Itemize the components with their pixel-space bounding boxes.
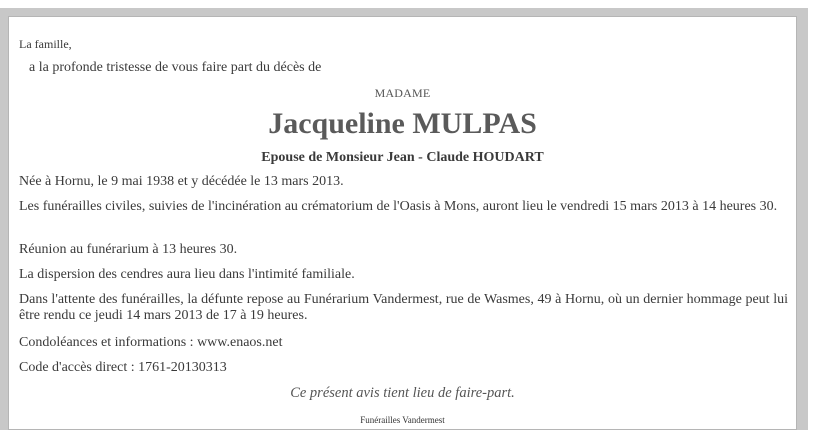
resting-paragraph: Dans l'attente des funérailles, la défunte repose au Funérarium Vandermest, rue de Wasmes, 49 à Hornu, où un dernier hommage peut lui être rendu ce jeudi 14 mars 2013 de 17 à 19 heures. xyxy=(19,292,788,323)
condolences-line: Condoléances et informations : www.enaos.net xyxy=(19,335,283,350)
page-frame xyxy=(0,8,808,430)
access-code-line: Code d'accès direct : 1761-20130313 xyxy=(19,360,227,375)
meeting-line: Réunion au funérarium à 13 heures 30. xyxy=(19,242,238,257)
closing-note: Ce présent avis tient lieu de faire-part. xyxy=(290,385,515,401)
death-notice-card xyxy=(8,16,797,430)
funeral-home-signature: Funérailles Vandermest xyxy=(360,415,445,425)
title-madame: MADAME xyxy=(374,86,431,100)
intro-family: La famille, xyxy=(19,37,72,51)
funeral-paragraph: Les funérailles civiles, suivies de l'incinération au crématorium de l'Oasis à Mons, auront lieu le vendredi 15 mars 2013 à 14 heures 30. xyxy=(19,199,778,214)
deceased-name: Jacqueline MULPAS xyxy=(268,107,537,140)
spouse-line: Epouse de Monsieur Jean - Claude HOUDART xyxy=(261,150,544,165)
intro-announcement: a la profonde tristesse de vous faire part du décès de xyxy=(29,60,322,75)
ashes-line: La dispersion des cendres aura lieu dans l'intimité familiale. xyxy=(19,267,355,282)
birth-death-line: Née à Hornu, le 9 mai 1938 et y décédée le 13 mars 2013. xyxy=(19,174,344,189)
